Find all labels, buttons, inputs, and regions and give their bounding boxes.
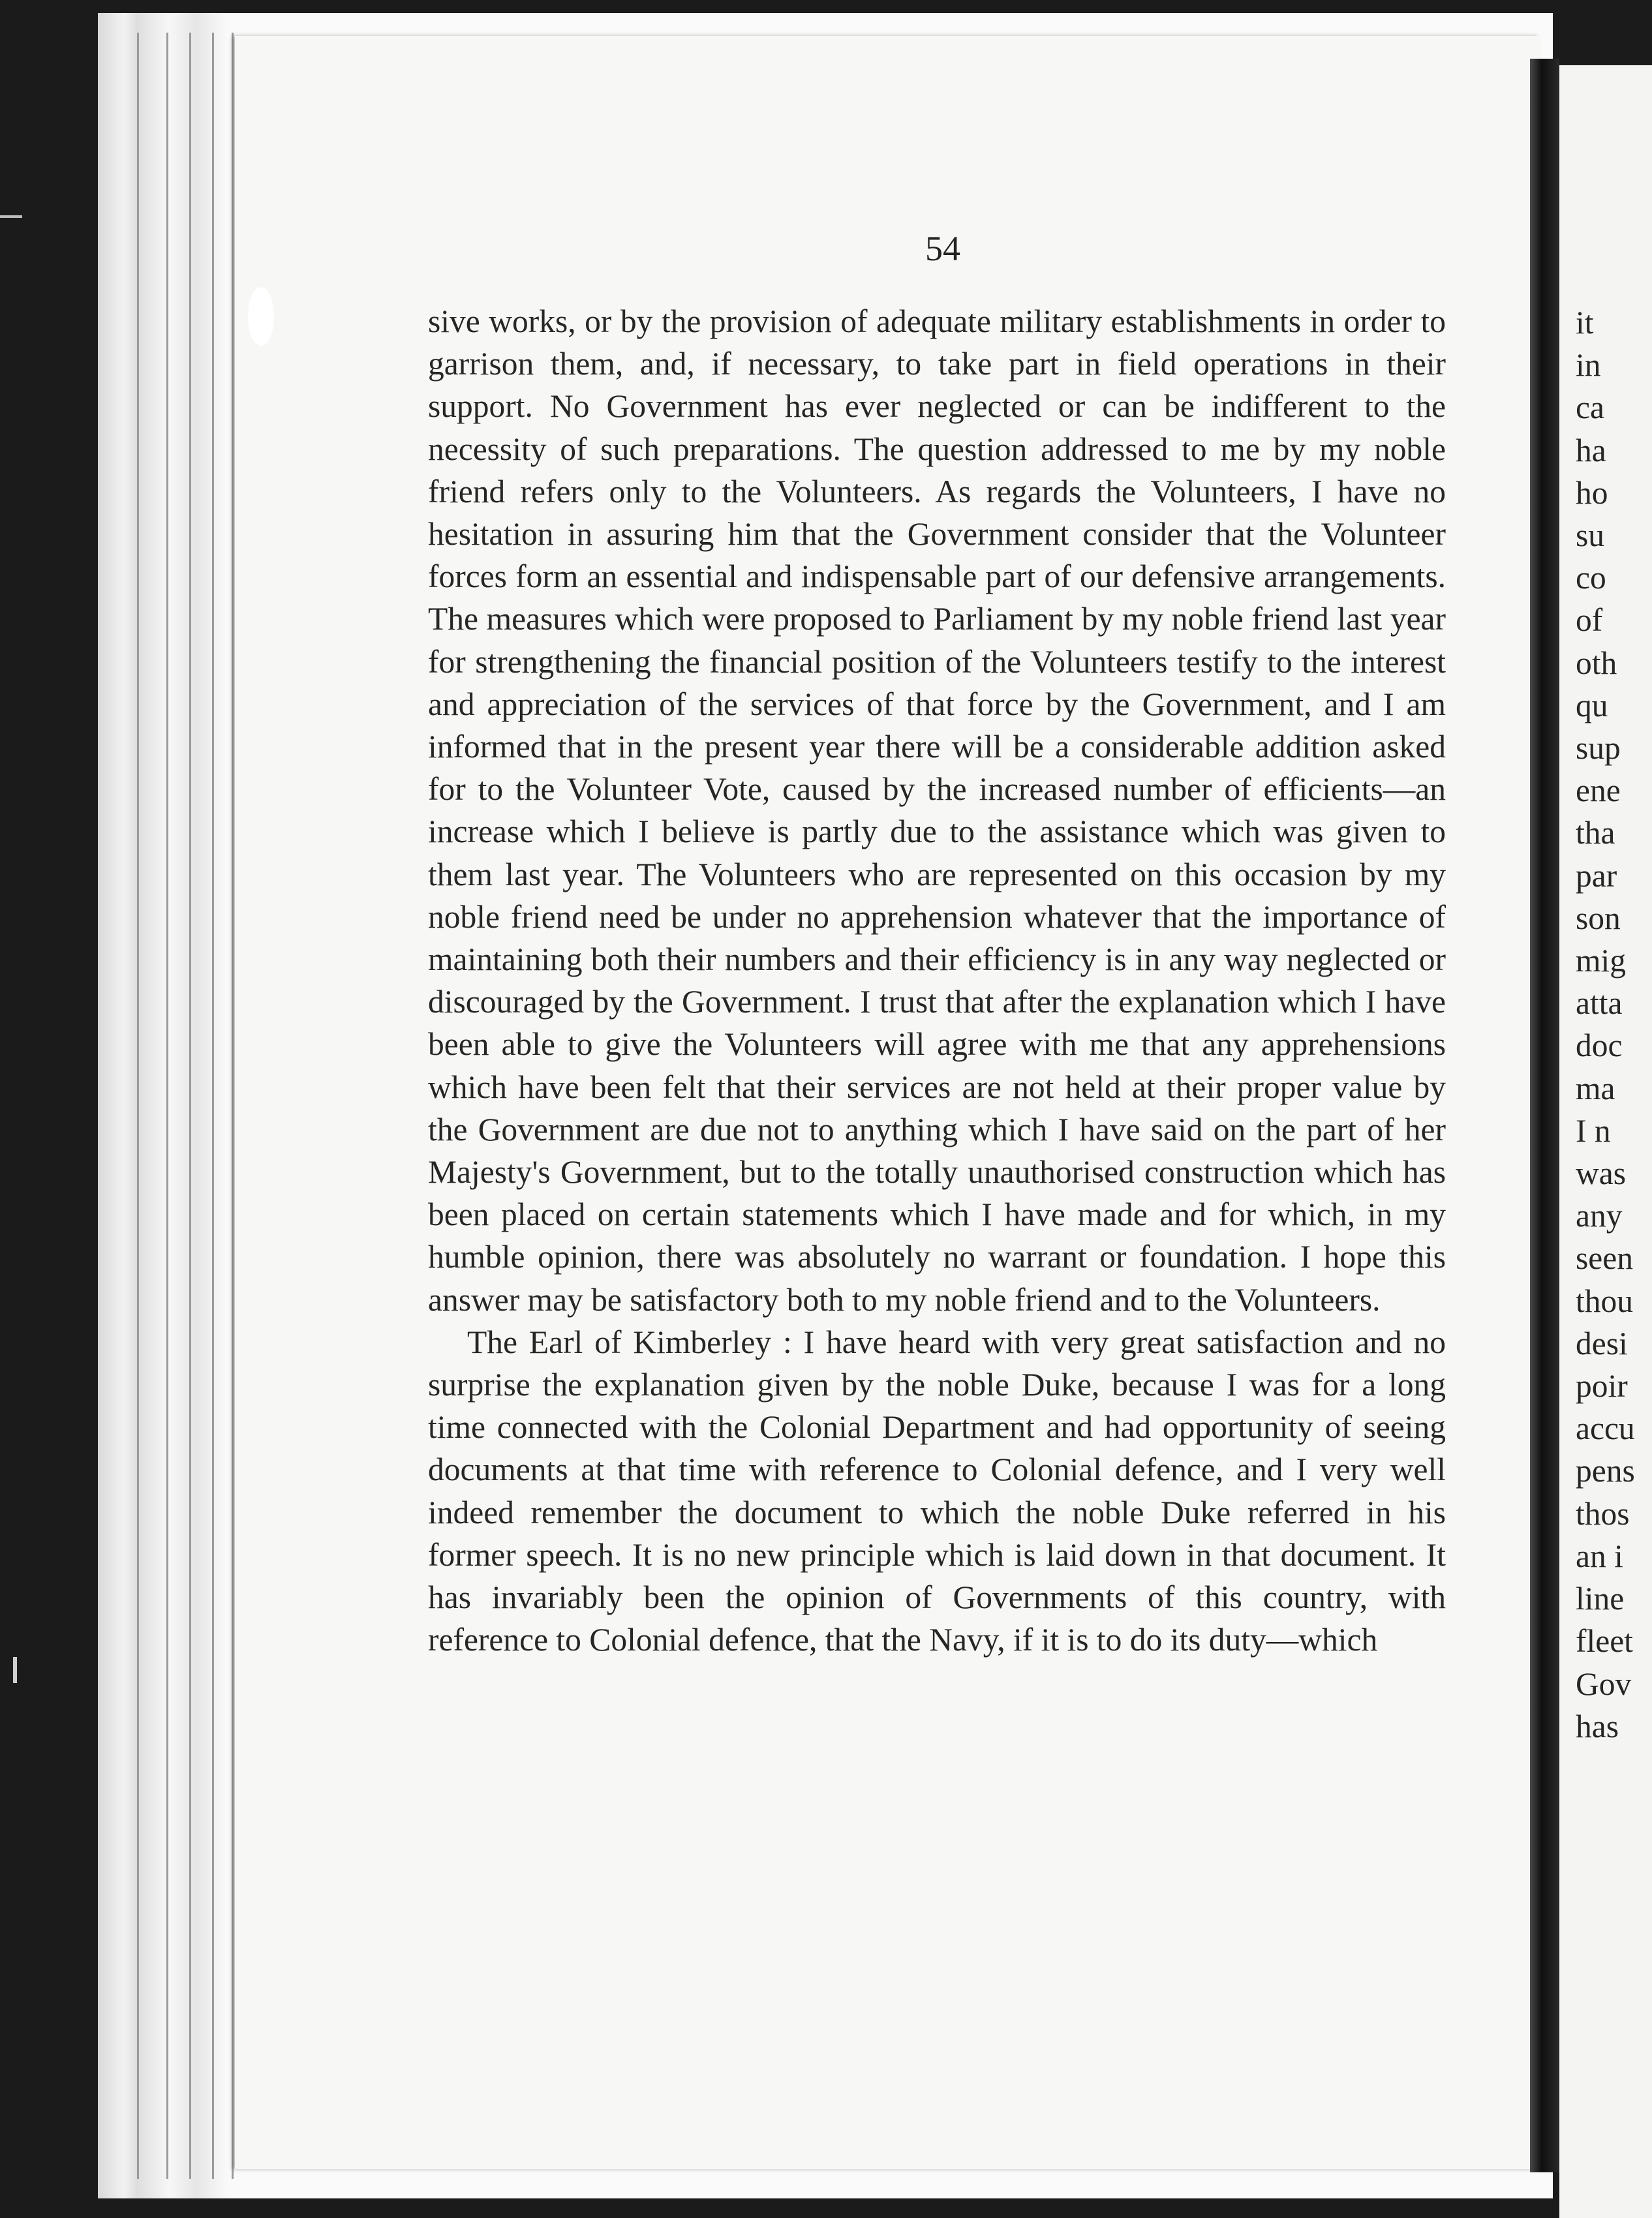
facing-page-line: seen <box>1576 1240 1633 1277</box>
paper-blemish <box>248 287 274 346</box>
facing-page-line: Gov <box>1576 1665 1632 1702</box>
facing-page-line: in <box>1576 347 1601 384</box>
facing-page-text <box>1576 301 1652 1748</box>
facing-page-line: was <box>1576 1155 1626 1192</box>
facing-page-line: thou <box>1576 1283 1634 1319</box>
scan-mark <box>0 215 22 218</box>
facing-page-line: ha <box>1576 432 1606 468</box>
paragraph: sive works, or by the provision of adequate military establishments in order to garrison them, and, if necessary, to take part in field operations in their support. No Government has ever neglected or can be indifferent to the necessity of such preparations. The question addressed to me by my noble friend refers only to the Volunteers. As regards the Volunteers, I have no hesitation in assuring him that the Government consider that the Volunteer forces form an essential and indispensable part of our defensive arrangements. The measures which were proposed to Parliament by my noble friend last year for strengthening the financial position of the Volunteers testify to the interest and appreciation of the services of that force by the Government, and I am informed that in the present year there will be a considerable addition asked for to the Volunteer Vote, caused by the increased number of efficients—an increase which I believe is partly due to the assistance which was given to them last year. The Volunteers who are represented on this occasion by my noble friend need be under no apprehension whatever that the importance of maintaining both their numbers and their efficiency is in any way neglected or discouraged by the Government. I trust that after the explanation which I have been able to give the Volunteers will agree with me that any apprehensions which have been felt that their services are not held at their proper value by the Government are due not to anything which I have said on the part of her Majesty's Government, but to the totally unauthorised construction which has been placed on certain statements which I have made and for which, in my humble opinion, there was absolutely no warrant or foundation. I hope this answer may be satisfactory both to my noble friend and to the Volunteers. <box>428 303 1446 1318</box>
facing-page-line: has <box>1576 1708 1619 1744</box>
book-gutter <box>1530 59 1559 2172</box>
facing-page-line: su <box>1576 517 1605 554</box>
body-text <box>428 300 1446 1662</box>
facing-page-line: ca <box>1576 389 1604 426</box>
page-edge-line <box>232 33 234 2179</box>
page-edge-line <box>212 33 214 2179</box>
paragraph: The Earl of Kimberley : I have heard with very great satisfaction and no surprise the explanation given by the noble Duke, because I was for a long time connected with the Colonial Department and had opportunity of seeing documents at that time with reference to Colonial defence, and I very well indeed remember the document to which the noble Duke referred in his former speech. It is no new principle which is laid down in that document. It has invariably been the opinion of Governments of this country, with reference to Colonial defence, that the Navy, if it is to do its duty—which <box>428 1324 1446 1658</box>
facing-page-line: qu <box>1576 687 1608 723</box>
facing-page-line: thos <box>1576 1495 1630 1532</box>
facing-page-line: pens <box>1576 1453 1635 1489</box>
facing-page-line: poir <box>1576 1368 1628 1405</box>
facing-page-line: co <box>1576 560 1606 596</box>
page-edge-line <box>166 33 168 2179</box>
facing-page-line: desi <box>1576 1325 1628 1361</box>
facing-page-line: tha <box>1576 815 1615 851</box>
facing-page-line: line <box>1576 1581 1625 1617</box>
facing-page-line: atta <box>1576 985 1623 1022</box>
facing-page-line: son <box>1576 900 1621 936</box>
facing-page-line: fleet <box>1576 1623 1633 1660</box>
facing-page-line: accu <box>1576 1410 1635 1447</box>
facing-page-line: ene <box>1576 772 1621 809</box>
facing-page-line: sup <box>1576 730 1621 767</box>
page-edge-line <box>189 33 191 2179</box>
facing-page-line: ho <box>1576 474 1608 511</box>
facing-page-line: doc <box>1576 1027 1623 1064</box>
facing-page-line: any <box>1576 1198 1623 1234</box>
facing-page-line: of <box>1576 602 1603 639</box>
facing-page-line: par <box>1576 857 1617 894</box>
facing-page-line: mig <box>1576 943 1627 979</box>
facing-page-line: ma <box>1576 1070 1615 1106</box>
facing-page-line: an i <box>1576 1538 1623 1574</box>
page-edge-line <box>137 33 139 2179</box>
facing-page-line: it <box>1576 305 1594 341</box>
scan-mark <box>13 1657 17 1683</box>
facing-page-line: I n <box>1576 1112 1611 1149</box>
page-number: 54 <box>925 229 960 268</box>
facing-page-line: oth <box>1576 645 1617 681</box>
